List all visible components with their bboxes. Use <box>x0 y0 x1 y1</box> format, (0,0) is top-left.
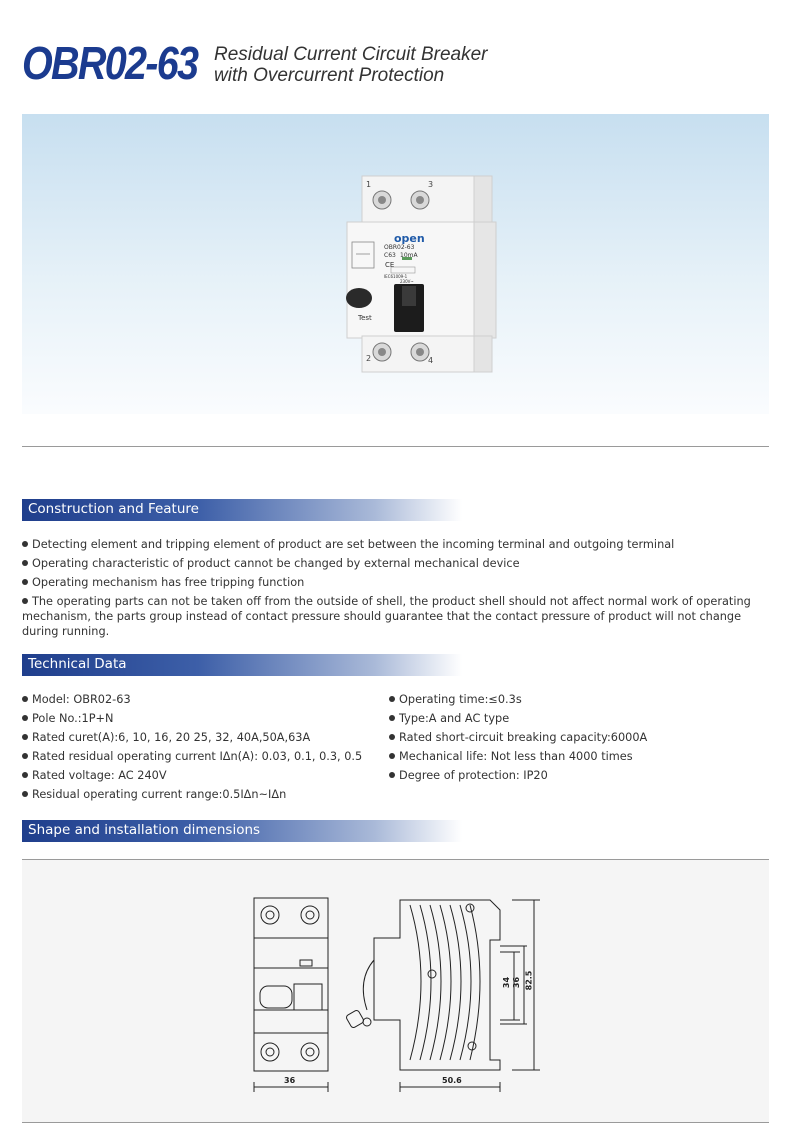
list-item: Type:A and AC type <box>389 709 647 728</box>
list-item: Operating time:≤0.3s <box>389 690 647 709</box>
bullet-icon <box>389 753 395 759</box>
construction-list <box>22 537 774 643</box>
ce-mark: CE <box>385 261 395 269</box>
terminal-label-4: 4 <box>428 356 434 365</box>
bullet-icon <box>389 734 395 740</box>
bullet-icon <box>389 772 395 778</box>
divider-line <box>22 1122 769 1123</box>
dimension-height-36: 36 <box>512 976 522 989</box>
section-header-technical <box>22 654 462 676</box>
terminal-label-1: 1 <box>366 180 372 189</box>
section-title: Technical Data <box>28 656 127 672</box>
product-photo-band <box>22 114 769 414</box>
voltage-mark: 230V~ <box>400 279 414 284</box>
bullet-icon <box>22 696 28 702</box>
list-item: Mechanical life: Not less than 4000 times <box>389 747 647 766</box>
terminal-label-2: 2 <box>366 354 372 363</box>
list-item: Operating characteristic of product cannot be changed by external mechanical device <box>22 556 774 571</box>
list-item: The operating parts can not be taken off from the outside of shell, the product shell should not affect normal work of operating mechanism, the parts group instead of contact pressure should guarantee that the contact pressure of product will not change during running. <box>22 595 751 638</box>
technical-list-right <box>389 690 647 785</box>
dimension-drawing <box>22 860 769 1122</box>
section-title: Shape and installation dimensions <box>28 822 261 838</box>
bullet-icon <box>22 772 28 778</box>
list-item: Degree of protection: IP20 <box>389 766 647 785</box>
dimension-side-width: 50.6 <box>442 1076 462 1085</box>
list-item: Rated short-circuit breaking capacity:6000A <box>389 728 647 747</box>
product-subtitle <box>214 44 488 86</box>
subtitle-line-1: Residual Current Circuit Breaker <box>214 44 488 65</box>
list-item: Rated voltage: AC 240V <box>22 766 362 785</box>
bullet-icon <box>22 541 28 547</box>
bullet-icon <box>22 791 28 797</box>
list-item: Model: OBR02-63 <box>22 690 362 709</box>
standard-mark: IEC61009-1 <box>384 274 408 279</box>
bullet-icon <box>22 734 28 740</box>
dimension-front-width: 36 <box>284 1076 296 1085</box>
section-title: Construction and Feature <box>28 501 199 517</box>
subtitle-line-2: with Overcurrent Protection <box>214 65 445 86</box>
bullet-icon <box>22 560 28 566</box>
list-item: Operating mechanism has free tripping function <box>22 575 774 590</box>
bullet-icon <box>22 715 28 721</box>
product-model-title: OBR02-63 <box>22 37 198 89</box>
rating-label: C63 <box>384 252 396 259</box>
dimension-diagram-svg <box>22 860 769 1122</box>
list-item: Rated residual operating current IΔn(A): 0.03, 0.1, 0.3, 0.5 <box>22 747 362 766</box>
list-item: Detecting element and tripping element of product are set between the incoming terminal and outgoing terminal <box>22 537 774 552</box>
brand-logo-text: open <box>394 232 425 245</box>
bullet-icon <box>389 715 395 721</box>
divider-line <box>22 446 769 447</box>
section-header-construction <box>22 499 462 521</box>
list-item: Rated curet(A):6, 10, 16, 20 25, 32, 40A,50A,63A <box>22 728 362 747</box>
technical-list-left <box>22 690 362 804</box>
bullet-icon <box>22 579 28 585</box>
list-item: Residual operating current range:0.5IΔn~IΔn <box>22 785 362 804</box>
bullet-icon <box>389 696 395 702</box>
dimension-height-34: 34 <box>502 976 512 989</box>
section-header-dimensions <box>22 820 462 842</box>
bullet-icon <box>22 598 28 604</box>
product-model-label: OBR02-63 <box>384 244 415 251</box>
bullet-icon <box>22 753 28 759</box>
breaker-product-image <box>22 114 769 414</box>
sensitivity-label: 10mA <box>400 252 418 259</box>
list-item: Pole No.:1P+N <box>22 709 362 728</box>
test-button-label: Test <box>358 314 372 322</box>
terminal-label-3: 3 <box>428 180 434 189</box>
dimension-height-82-5: 82.5 <box>524 970 534 991</box>
